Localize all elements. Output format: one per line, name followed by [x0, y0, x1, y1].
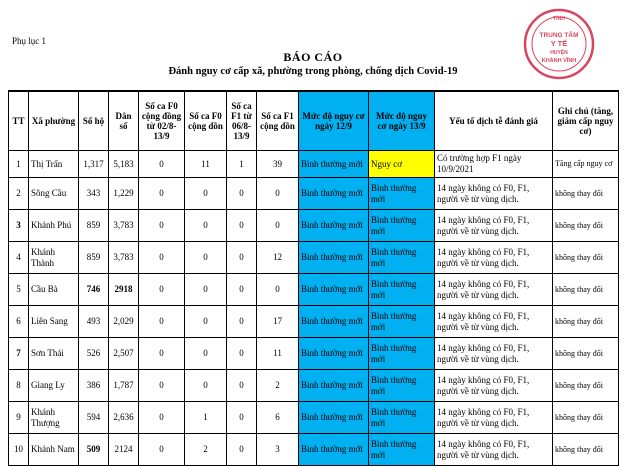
cell-factor: 14 ngày không có F0, F1, người về từ vùng dịch. — [435, 178, 553, 210]
cell-commune: Thị Trấn — [29, 151, 79, 178]
table-row — [9, 151, 619, 178]
cell-factor: 14 ngày không có F0, F1, người về từ vùng dịch. — [435, 274, 553, 306]
header-tt: TT — [9, 91, 29, 151]
cell-risk-12: Bình thường mới — [299, 434, 369, 466]
cell-f0-community: 0 — [139, 370, 185, 402]
cell-risk-12: Bình thường mới — [299, 151, 369, 178]
cell-risk-12: Bình thường mới — [299, 306, 369, 338]
cell-risk-13: Bình thường mới — [369, 338, 435, 370]
cell-f0-total: 0 — [185, 370, 227, 402]
cell-commune: Khánh Phú — [29, 210, 79, 242]
cell-f0-total: 1 — [185, 402, 227, 434]
stamp-text-sub: HUYỆN — [550, 50, 568, 56]
cell-tt: 6 — [9, 306, 29, 338]
cell-f1-recent: 0 — [227, 178, 257, 210]
cell-population: 1,229 — [109, 178, 139, 210]
cell-f0-community: 0 — [139, 306, 185, 338]
cell-f1-total: 11 — [257, 338, 299, 370]
table-row — [9, 274, 619, 306]
header-factor: Yếu tố dịch tễ đánh giá — [435, 91, 553, 151]
table-row — [9, 210, 619, 242]
cell-risk-13: Bình thường mới — [369, 242, 435, 274]
cell-tt: 8 — [9, 370, 29, 402]
cell-factor: 14 ngày không có F0, F1, người về từ vùng dịch. — [435, 370, 553, 402]
cell-f1-total: 2 — [257, 370, 299, 402]
cell-note: không thay đổi — [553, 242, 619, 274]
cell-f0-total: 0 — [185, 210, 227, 242]
header-households: Số hộ — [79, 91, 109, 151]
cell-commune: Sơn Thái — [29, 338, 79, 370]
cell-note: không thay đổi — [553, 338, 619, 370]
header-risk-13: Mức độ nguy cơ ngày 13/9 — [369, 91, 435, 151]
cell-households: 1,317 — [79, 151, 109, 178]
cell-f0-community: 0 — [139, 434, 185, 466]
cell-f0-total: 0 — [185, 338, 227, 370]
cell-f1-recent: 1 — [227, 151, 257, 178]
cell-note: không thay đổi — [553, 178, 619, 210]
cell-f0-community: 0 — [139, 242, 185, 274]
cell-households: 594 — [79, 402, 109, 434]
cell-risk-13: Bình thường mới — [369, 306, 435, 338]
stamp-text-top: TRUNG TÂM — [539, 32, 579, 39]
header-f0-community: Số ca F0 cộng đồng từ 02/8-13/9 — [139, 91, 185, 151]
cell-factor: 14 ngày không có F0, F1, người về từ vùng dịch. — [435, 434, 553, 466]
cell-f1-recent: 0 — [227, 274, 257, 306]
cell-households: 526 — [79, 338, 109, 370]
cell-note: không thay đổi — [553, 306, 619, 338]
header-population: Dân số — [109, 91, 139, 151]
cell-population: 3,783 — [109, 210, 139, 242]
cell-f1-total: 0 — [257, 178, 299, 210]
cell-factor: Có trường hợp F1 ngày 10/9/2021 — [435, 151, 553, 178]
cell-risk-13: Bình thường mới — [369, 434, 435, 466]
header-f0-total: Số ca F0 cộng dồn — [185, 91, 227, 151]
cell-f1-recent: 0 — [227, 338, 257, 370]
cell-factor: 14 ngày không có F0, F1, người về từ vùng dịch. — [435, 338, 553, 370]
cell-risk-13: Bình thường mới — [369, 402, 435, 434]
stamp-ring-text: TỈNH — [553, 16, 565, 22]
cell-f1-recent: 0 — [227, 242, 257, 274]
cell-households: 343 — [79, 178, 109, 210]
cell-commune: Giang Ly — [29, 370, 79, 402]
report-title: BÁO CÁO — [283, 50, 343, 64]
cell-population: 2918 — [109, 274, 139, 306]
cell-note: không thay đổi — [553, 402, 619, 434]
table-row — [9, 434, 619, 466]
header-risk-12: Mức độ nguy cơ ngày 12/9 — [299, 91, 369, 151]
header-f1-recent: Số ca F1 từ 06/8-13/9 — [227, 91, 257, 151]
cell-f1-total: 12 — [257, 242, 299, 274]
cell-risk-13: Bình thường mới — [369, 210, 435, 242]
table-row — [9, 370, 619, 402]
cell-risk-12: Bình thường mới — [299, 178, 369, 210]
cell-factor: 14 ngày không có F0, F1, người về từ vùng dịch. — [435, 402, 553, 434]
cell-factor: 14 ngày không có F0, F1, người về từ vùng dịch. — [435, 306, 553, 338]
cell-f1-total: 3 — [257, 434, 299, 466]
cell-households: 493 — [79, 306, 109, 338]
stamp-text-bottom: KHÁNH VĨNH — [541, 58, 577, 64]
cell-f0-total: 0 — [185, 306, 227, 338]
cell-risk-12: Bình thường mới — [299, 274, 369, 306]
cell-f1-recent: 0 — [227, 306, 257, 338]
cell-f0-total: 2 — [185, 434, 227, 466]
cell-note: không thay đổi — [553, 370, 619, 402]
cell-tt: 9 — [9, 402, 29, 434]
cell-households: 859 — [79, 242, 109, 274]
cell-population: 2,636 — [109, 402, 139, 434]
cell-risk-13: Bình thường mới — [369, 274, 435, 306]
cell-f1-total: 39 — [257, 151, 299, 178]
risk-table — [8, 90, 619, 466]
cell-commune: Khánh Thành — [29, 242, 79, 274]
table-row — [9, 178, 619, 210]
cell-tt: 5 — [9, 274, 29, 306]
table-row — [9, 338, 619, 370]
cell-households: 509 — [79, 434, 109, 466]
cell-f0-community: 0 — [139, 178, 185, 210]
cell-f1-total: 0 — [257, 210, 299, 242]
cell-commune: Khánh Nam — [29, 434, 79, 466]
cell-f0-community: 0 — [139, 210, 185, 242]
cell-risk-13: Nguy cơ — [369, 151, 435, 178]
cell-factor: 14 ngày không có F0, F1, người về từ vùng dịch. — [435, 242, 553, 274]
cell-f1-recent: 0 — [227, 402, 257, 434]
cell-households: 386 — [79, 370, 109, 402]
table-row — [9, 306, 619, 338]
cell-commune: Liên Sang — [29, 306, 79, 338]
cell-f1-recent: 0 — [227, 210, 257, 242]
cell-risk-12: Bình thường mới — [299, 338, 369, 370]
table-header-row — [9, 91, 619, 151]
header-commune: Xã phường — [29, 91, 79, 151]
cell-tt: 2 — [9, 178, 29, 210]
cell-risk-13: Bình thường mới — [369, 370, 435, 402]
cell-population: 5,183 — [109, 151, 139, 178]
header-note: Ghi chú (tăng, giảm cấp nguy cơ) — [553, 91, 619, 151]
cell-population: 3,783 — [109, 242, 139, 274]
cell-commune: Khánh Thượng — [29, 402, 79, 434]
cell-note: Tăng cấp nguy cơ — [553, 151, 619, 178]
cell-tt: 1 — [9, 151, 29, 178]
cell-f0-total: 11 — [185, 151, 227, 178]
cell-commune: Cầu Bà — [29, 274, 79, 306]
cell-f0-total: 0 — [185, 242, 227, 274]
cell-f1-recent: 0 — [227, 434, 257, 466]
cell-f1-total: 17 — [257, 306, 299, 338]
cell-tt: 3 — [9, 210, 29, 242]
cell-risk-12: Bình thường mới — [299, 370, 369, 402]
cell-f0-community: 0 — [139, 338, 185, 370]
cell-risk-12: Bình thường mới — [299, 210, 369, 242]
header-f1-total: Số ca F1 cộng dồn — [257, 91, 299, 151]
cell-households: 746 — [79, 274, 109, 306]
cell-f0-community: 0 — [139, 274, 185, 306]
cell-risk-12: Bình thường mới — [299, 242, 369, 274]
cell-population: 2,029 — [109, 306, 139, 338]
cell-commune: Sông Cầu — [29, 178, 79, 210]
cell-population: 2,507 — [109, 338, 139, 370]
cell-risk-13: Bình thường mới — [369, 178, 435, 210]
cell-tt: 10 — [9, 434, 29, 466]
cell-f0-community: 0 — [139, 402, 185, 434]
cell-population: 2124 — [109, 434, 139, 466]
appendix-label: Phụ lục 1 — [12, 36, 47, 46]
stamp-text-mid: Y TẾ — [550, 39, 568, 48]
report-subtitle: Đánh nguy cơ cấp xã, phường trong phòng, chống dịch Covid-19 — [168, 66, 458, 77]
cell-f0-total: 0 — [185, 274, 227, 306]
cell-factor: 14 ngày không có F0, F1, người về từ vùng dịch. — [435, 210, 553, 242]
cell-note: không thay đổi — [553, 274, 619, 306]
cell-note: không thay đổi — [553, 434, 619, 466]
cell-tt: 4 — [9, 242, 29, 274]
cell-f0-community: 0 — [139, 151, 185, 178]
cell-f1-total: 6 — [257, 402, 299, 434]
cell-f1-recent: 0 — [227, 370, 257, 402]
cell-note: không thay đổi — [553, 210, 619, 242]
cell-risk-12: Bình thường mới — [299, 402, 369, 434]
cell-tt: 7 — [9, 338, 29, 370]
cell-f1-total: 0 — [257, 274, 299, 306]
cell-f0-total: 0 — [185, 178, 227, 210]
cell-population: 1,787 — [109, 370, 139, 402]
risk-table-container — [8, 90, 618, 466]
table-body — [9, 151, 619, 466]
table-row — [9, 242, 619, 274]
cell-households: 859 — [79, 210, 109, 242]
